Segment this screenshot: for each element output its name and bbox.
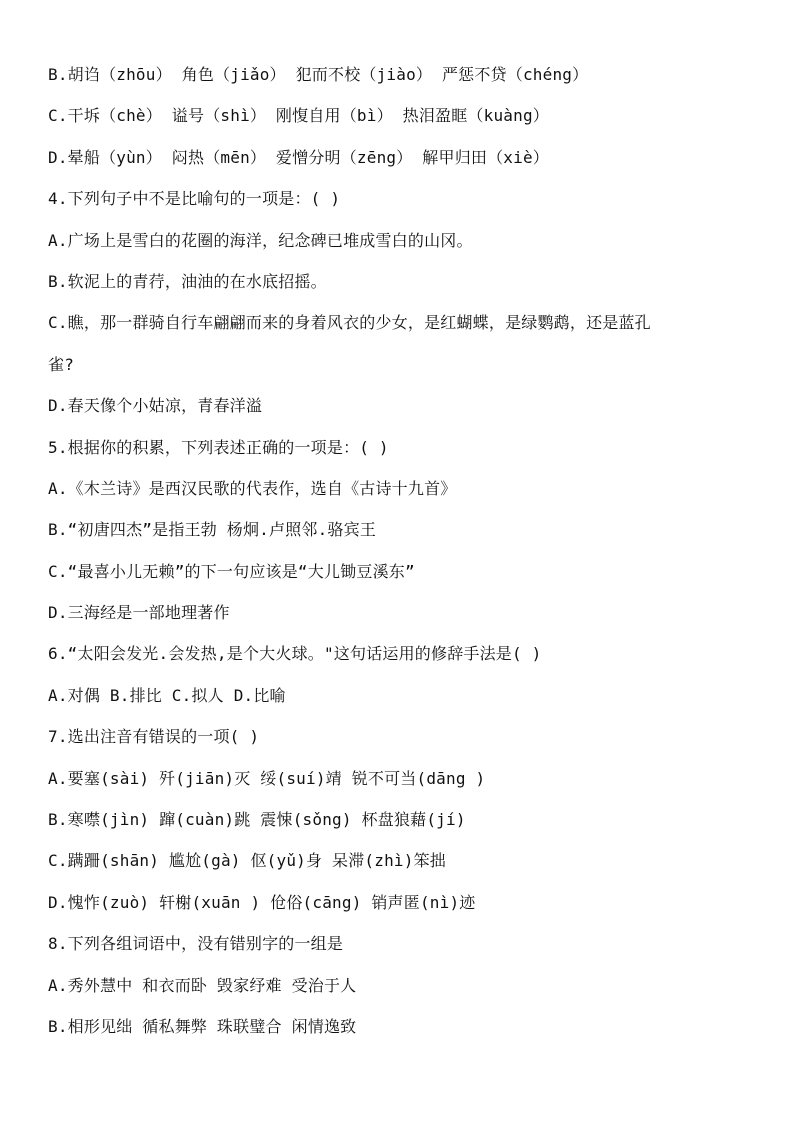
q4-option-b: B.软泥上的青荇，油油的在水底招摇。 [48, 271, 327, 291]
q7-option-a: A.要塞(sài) 歼(jiān)灭 绥(suí)靖 锐不可当(dāng ) [48, 768, 486, 788]
q7-option-b: B.寒噤(jìn) 蹿(cuàn)跳 震悚(sǒng) 杯盘狼藉(jí) [48, 810, 466, 830]
q5-stem: 5.根据你的积累，下列表述正确的一项是：( ) [48, 437, 389, 457]
q5-option-b: B.“初唐四杰”是指王勃 杨炯.卢照邻.骆宾王 [48, 520, 377, 540]
q8-option-a: A.秀外慧中 和衣而卧 毁家纾难 受治于人 [48, 975, 357, 995]
q4-option-a: A.广场上是雪白的花圈的海洋，纪念碑已堆成雪白的山冈。 [48, 230, 473, 250]
q5-option-c: C.“最喜小儿无赖”的下一句应该是“大儿锄豆溪东” [48, 561, 415, 581]
q4-option-d: D.春天像个小姑凉，青春洋溢 [48, 396, 263, 416]
q7-option-c: C.蹒跚(shān) 尴尬(gà) 伛(yǔ)身 呆滞(zhì)笨拙 [48, 851, 446, 871]
q4-stem: 4.下列句子中不是比喻句的一项是：( ) [48, 189, 341, 209]
q3-option-d: D.晕船（yùn） 闷热（mēn） 爱憎分明（zēng） 解甲归田（xiè） [48, 147, 549, 167]
q7-option-d: D.愧怍(zuò) 轩榭(xuān ) 伧俗(cāng) 销声匿(nì)迹 [48, 892, 476, 912]
q8-stem: 8.下列各组词语中，没有错别字的一组是 [48, 934, 344, 954]
q5-option-a: A.《木兰诗》是西汉民歌的代表作，选自《古诗十九首》 [48, 478, 457, 498]
q8-option-b: B.相形见绌 循私舞弊 珠联璧合 闲情逸致 [48, 1016, 357, 1036]
q4-option-c: C.瞧，那一群骑自行车翩翩而来的身着风衣的少女，是红蝴蝶，是绿鹦鹉，还是蓝孔 [48, 313, 651, 333]
question-text-block [48, 54, 758, 1047]
q6-options: A.对偶 B.排比 C.拟人 D.比喻 [48, 685, 286, 705]
q7-stem: 7.选出注音有错误的一项( ) [48, 727, 260, 747]
q5-option-d: D.三海经是一部地理著作 [48, 603, 230, 623]
q3-option-b: B.胡诌（zhōu） 角色（jiǎo） 犯而不校（jiào） 严惩不贷（chéng） [48, 65, 589, 84]
q3-option-c: C.干坼（chè） 谥号（shì） 刚愎自用（bì） 热泪盈眶（kuàng） [48, 106, 549, 126]
q6-stem: 6.“太阳会发光.会发热,是个大火球。"这句话运用的修辞手法是( ) [48, 644, 542, 664]
q4-option-c-continued: 雀? [48, 354, 75, 374]
